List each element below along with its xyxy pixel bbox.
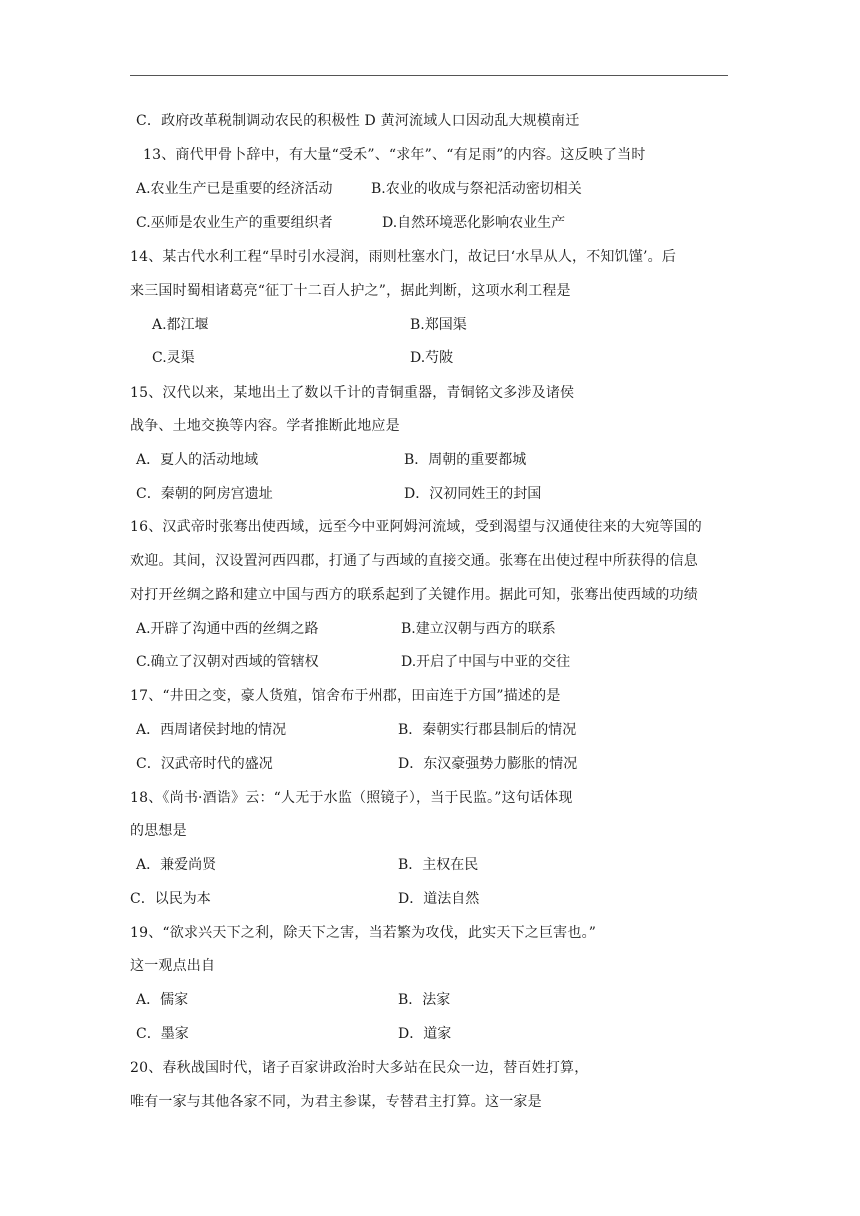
header-rule [130, 75, 728, 76]
q14-stem-line-2: 来三国时蜀相诸葛亮“征丁十二百人护之”，据此判断，这项水利工程是 [130, 283, 571, 299]
q14-option-d[interactable]: D.芍陂 [410, 350, 454, 366]
q17-option-a[interactable]: A．西周诸侯封地的情况 [136, 722, 287, 738]
q16-option-b[interactable]: B.建立汉朝与西方的联系 [401, 621, 556, 637]
q16-stem-line-1: 16、汉武帝时张骞出使西域，远至今中亚阿姆河流域，受到渴望与汉通使往来的大宛等国的 [130, 519, 703, 535]
q19-stem-line-1: 19、“欲求兴天下之利，除天下之害，当若繁为攻伐，此实天下之巨害也。” [130, 925, 597, 941]
q20-stem-line-1: 20、春秋战国时代，诸子百家讲政治时大多站在民众一边，替百姓打算， [130, 1060, 589, 1076]
q14-option-a[interactable]: A.都江堰 [152, 317, 209, 333]
q19-option-c[interactable]: C．墨家 [136, 1026, 189, 1042]
q13-option-b[interactable]: B.农业的收成与祭祀活动密切相关 [371, 181, 582, 197]
q16-option-c[interactable]: C.确立了汉朝对西域的管辖权 [136, 654, 319, 670]
q19-option-b[interactable]: B．法家 [398, 992, 451, 1008]
q17-option-d[interactable]: D．东汉豪强势力膨胀的情况 [398, 756, 578, 772]
q16-stem-line-2: 欢迎。其间，汉设置河西四郡，打通了与西域的直接交通。张骞在出使过程中所获得的信息 [130, 553, 698, 569]
q18-option-b[interactable]: B．主权在民 [398, 857, 479, 873]
q15-stem-line-2: 战争、土地交换等内容。学者推断此地应是 [130, 418, 400, 434]
q13-option-c[interactable]: C.巫师是农业生产的重要组织者 [136, 215, 333, 231]
q14-option-b[interactable]: B.郑国渠 [410, 317, 467, 333]
q16-option-a[interactable]: A.开辟了沟通中西的丝绸之路 [136, 621, 319, 637]
q19-option-d[interactable]: D．道家 [398, 1026, 452, 1042]
q16-stem-line-3: 对打开丝绸之路和建立中国与西方的联系起到了关键作用。据此可知，张骞出使西域的功绩 [130, 587, 698, 603]
q15-option-c[interactable]: C．秦朝的阿房宫遗址 [136, 486, 273, 502]
q15-stem-line-1: 15、汉代以来，某地出土了数以千计的青铜重器，青铜铭文多涉及诸侯 [130, 385, 575, 401]
q12-options-line: C．政府改革税制调动农民的积极性 D 黄河流域人口因动乱大规模南迁 [136, 113, 580, 129]
q14-option-c[interactable]: C.灵渠 [152, 350, 195, 366]
q18-stem-line-2: 的思想是 [130, 823, 187, 839]
q15-option-d[interactable]: D．汉初同姓王的封国 [404, 486, 542, 502]
q13-option-a[interactable]: A.农业生产已是重要的经济活动 [136, 181, 333, 197]
q18-option-d[interactable]: D．道法自然 [398, 891, 480, 907]
q18-option-c[interactable]: C．以民为本 [130, 891, 211, 907]
q16-option-d[interactable]: D.开启了中国与中亚的交往 [401, 654, 571, 670]
q19-stem-line-2: 这一观点出自 [130, 958, 216, 974]
q18-stem-line-1: 18、《尚书·酒诰》云：“人无于水监（照镜子），当于民监。”这句话体现 [130, 790, 573, 806]
q18-option-a[interactable]: A．兼爱尚贤 [136, 857, 217, 873]
q13-option-d[interactable]: D.自然环境恶化影响农业生产 [382, 215, 566, 231]
q17-option-b[interactable]: B．秦朝实行郡县制后的情况 [398, 722, 577, 738]
q19-option-a[interactable]: A．儒家 [136, 992, 189, 1008]
q15-option-b[interactable]: B．周朝的重要都城 [404, 452, 527, 468]
q17-stem: 17、“井田之变，豪人货殖，馆舍布于州郡，田亩连于方国”描述的是 [130, 688, 561, 704]
q13-stem: 13、商代甲骨卜辞中，有大量“受禾”、“求年”、“有足雨”的内容。这反映了当时 [143, 147, 646, 163]
q14-stem-line-1: 14、某古代水利工程“旱时引水浸润，雨则杜塞水门，故记曰‘水旱从人，不知饥馑’。后 [130, 249, 677, 265]
q17-option-c[interactable]: C．汉武帝时代的盛况 [136, 756, 273, 772]
q20-stem-line-2: 唯有一家与其他各家不同，为君主参谋，专替君主打算。这一家是 [130, 1094, 542, 1110]
q15-option-a[interactable]: A．夏人的活动地域 [136, 452, 259, 468]
